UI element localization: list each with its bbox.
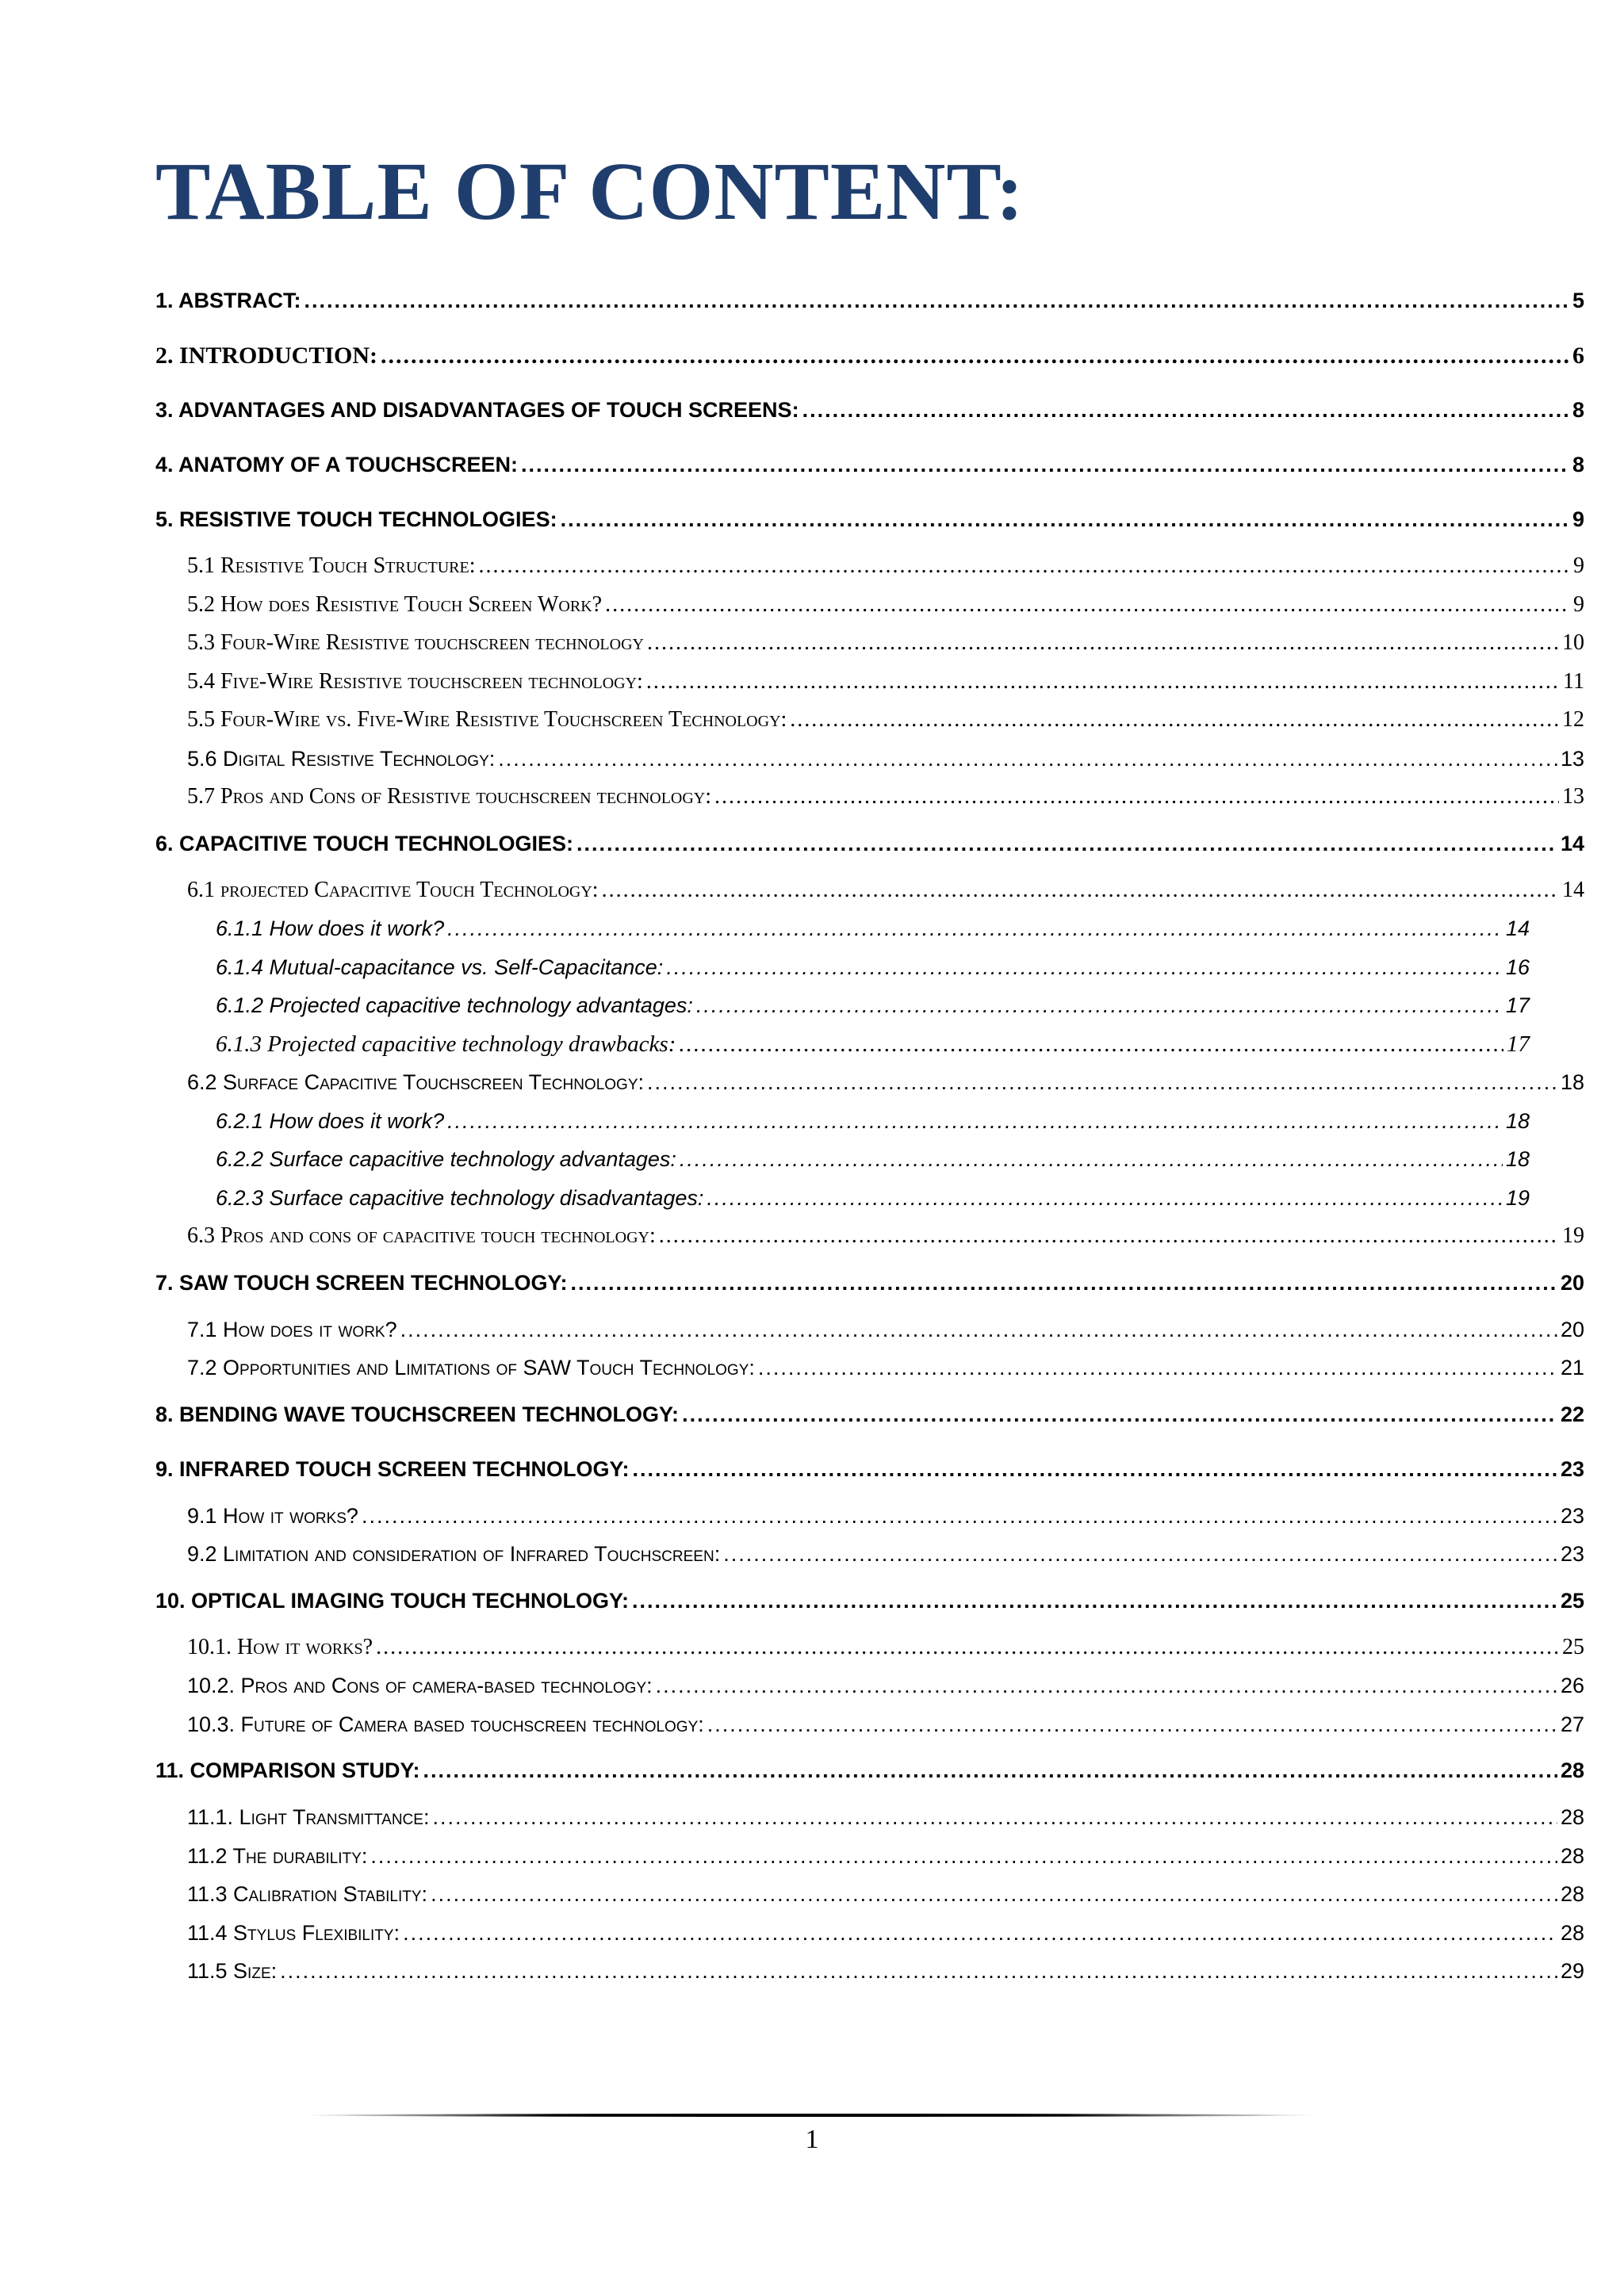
toc-subentry[interactable]: 10.2. Pros and Cons of camera-based technology: ..... 26 [155,1667,1584,1705]
toc-subentry[interactable]: 5.1 Resistive Touch Structure: ..... 9 [155,547,1584,586]
toc-entry[interactable]: 7. SAW TOUCH SCREEN TECHNOLOGY: ..... 20 [155,1256,1584,1311]
toc-subentry[interactable]: 11.5 Size: ..... 29 [155,1952,1584,1991]
toc-subentry[interactable]: 5.4 Five-Wire Resistive touchscreen technology: ..... 11 [155,663,1584,702]
toc-subentry[interactable]: 11.1. Light Transmittance: ..... 28 [155,1798,1584,1837]
toc-subsubentry[interactable]: 6.1.4 Mutual-capacitance vs. Self-Capacitance: ..... 16 [155,948,1530,987]
toc-entry[interactable]: 3. ADVANTAGES AND DISADVANTAGES OF TOUCH SCREENS: ..... 8 [155,383,1584,438]
toc-subentry[interactable]: 6.2 Surface Capacitive Touchscreen Technology: ..... 18 [155,1063,1584,1102]
toc-entry[interactable]: 10. OPTICAL IMAGING TOUCH TECHNOLOGY: ..... 25 [155,1574,1584,1628]
page-number: 1 [805,2125,819,2154]
toc-subentry[interactable]: 7.1 How does it work? ..... 20 [155,1311,1584,1349]
toc-entry[interactable]: 4. ANATOMY OF A TOUCHSCREEN: ..... 8 [155,438,1584,492]
toc-subentry[interactable]: 5.7 Pros and Cons of Resistive touchscreen technology: ..... 13 [155,778,1584,817]
toc-entry[interactable]: 2. INTRODUCTION: ..... 6 [155,328,1584,383]
toc-subentry[interactable]: 6.1 projected Capacitive Touch Technology: ..... 14 [155,871,1584,910]
toc-subsubentry[interactable]: 6.2.3 Surface capacitive technology disadvantages: ..... 19 [155,1179,1530,1218]
toc-subentry[interactable]: 5.5 Four-Wire vs. Five-Wire Resistive Touchscreen Technology: ..... 12 [155,701,1584,740]
table-of-contents [155,274,1584,1991]
toc-subentry[interactable]: 11.2 The durability: ..... 28 [155,1837,1584,1876]
toc-subentry[interactable]: 11.4 Stylus Flexibility: ..... 28 [155,1914,1584,1953]
toc-subentry[interactable]: 5.3 Four-Wire Resistive touchscreen technology ..... 10 [155,624,1584,663]
toc-subentry[interactable]: 10.1. How it works? ..... 25 [155,1628,1584,1667]
toc-subsubentry[interactable]: 6.1.3 Projected capacitive technology drawbacks: ..... 17 [155,1025,1530,1064]
toc-subsubentry[interactable]: 6.1.2 Projected capacitive technology advantages: ..... 17 [155,986,1530,1025]
toc-subentry[interactable]: 7.2 Opportunities and Limitations of SAW Touch Technology: ..... 21 [155,1349,1584,1387]
toc-entry[interactable]: 5. RESISTIVE TOUCH TECHNOLOGIES: ..... 9 [155,492,1584,547]
toc-subsubentry[interactable]: 6.2.2 Surface capacitive technology advantages: ..... 18 [155,1140,1530,1179]
footer-divider [301,2114,1316,2117]
toc-entry[interactable]: 6. CAPACITIVE TOUCH TECHNOLOGIES: ..... 14 [155,817,1584,871]
toc-subentry[interactable]: 5.2 How does Resistive Touch Screen Work? ..... 9 [155,586,1584,625]
toc-subentry[interactable]: 11.3 Calibration Stability: ..... 28 [155,1875,1584,1914]
toc-entry[interactable]: 1. ABSTRACT: ..... 5 [155,274,1584,328]
page-title: TABLE OF CONTENT: [155,146,1025,237]
toc-subentry[interactable]: 6.3 Pros and cons of capacitive touch technology: ..... 19 [155,1217,1584,1256]
toc-subsubentry[interactable]: 6.2.1 How does it work? ..... 18 [155,1102,1530,1141]
toc-entry[interactable]: 9. INFRARED TOUCH SCREEN TECHNOLOGY: ..... 23 [155,1442,1584,1497]
toc-subentry[interactable]: 9.2 Limitation and consideration of Infrared Touchscreen: ..... 23 [155,1535,1584,1574]
toc-subsubentry[interactable]: 6.1.1 How does it work? ..... 14 [155,909,1530,948]
toc-subentry[interactable]: 10.3. Future of Camera based touchscreen technology: ..... 27 [155,1705,1584,1744]
toc-subentry[interactable]: 9.1 How it works? ..... 23 [155,1497,1584,1536]
toc-subentry[interactable]: 5.6 Digital Resistive Technology: ..... 13 [155,740,1584,779]
toc-entry[interactable]: 11. COMPARISON STUDY: ..... 28 [155,1743,1584,1798]
toc-entry[interactable]: 8. BENDING WAVE TOUCHSCREEN TECHNOLOGY: ..... 22 [155,1387,1584,1442]
